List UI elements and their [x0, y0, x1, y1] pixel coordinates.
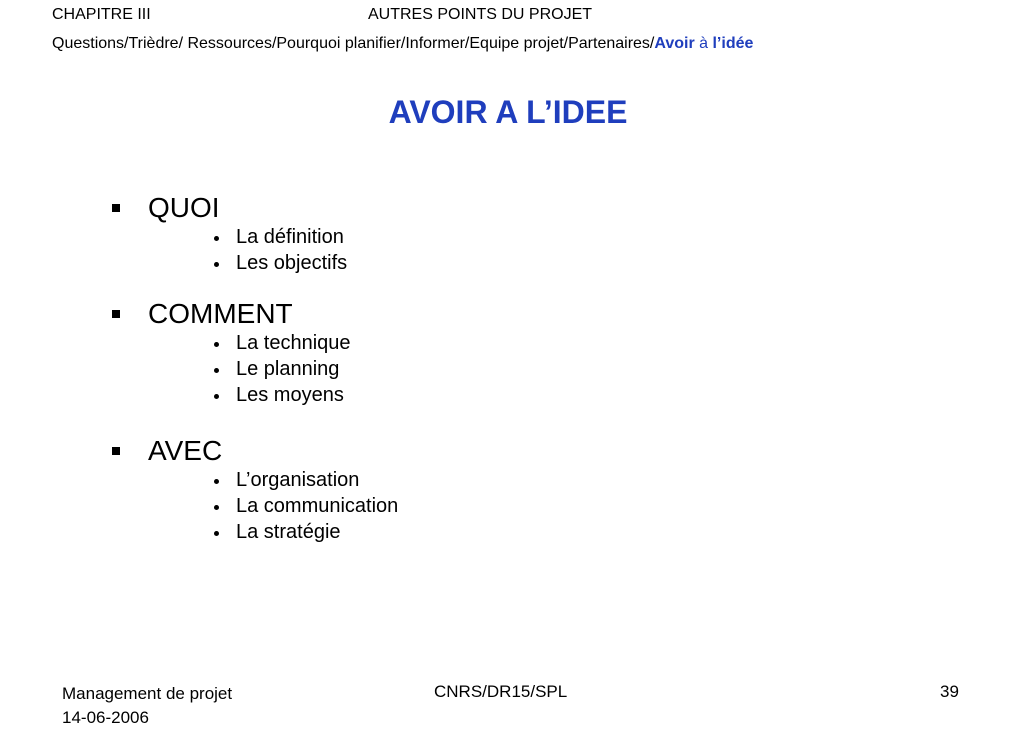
sub-list — [110, 467, 398, 545]
sub-list — [110, 330, 351, 408]
list-item-label: La technique — [236, 332, 351, 354]
list-item-label: La communication — [236, 495, 399, 517]
footer-left — [62, 682, 232, 730]
dot-bullet-icon — [214, 505, 219, 510]
list-item-label: L’organisation — [236, 469, 360, 491]
section-heading — [110, 192, 347, 224]
dot-bullet-icon — [214, 479, 219, 484]
list-item — [110, 330, 351, 356]
section-heading-label: COMMENT — [148, 298, 293, 329]
dot-bullet-icon — [214, 262, 219, 267]
list-item — [110, 493, 398, 519]
section-heading — [110, 435, 398, 467]
list-item-label: Le planning — [236, 358, 340, 380]
dot-bullet-icon — [214, 342, 219, 347]
footer-date: 14-06-2006 — [62, 708, 149, 727]
breadcrumb-active-a: à — [694, 35, 713, 52]
list-item — [110, 224, 347, 250]
list-item-label: Les objectifs — [236, 252, 348, 274]
section-heading-label: QUOI — [148, 192, 220, 223]
list-item — [110, 382, 351, 408]
slide-title: AVOIR A L’IDEE — [388, 94, 628, 130]
section-heading — [110, 298, 351, 330]
section-comment — [110, 298, 351, 408]
square-bullet-icon — [112, 447, 120, 455]
page-number: 39 — [940, 682, 959, 701]
square-bullet-icon — [112, 310, 120, 318]
square-bullet-icon — [112, 204, 120, 212]
list-item-label: Les moyens — [236, 384, 344, 406]
section-quoi — [110, 192, 347, 276]
section-heading-label: AVEC — [148, 435, 223, 466]
breadcrumb-active-avoir: Avoir — [654, 35, 695, 52]
breadcrumb — [52, 35, 753, 53]
list-item-label: La stratégie — [236, 521, 341, 543]
footer-course: Management de projet — [62, 684, 233, 703]
dot-bullet-icon — [214, 368, 219, 373]
dot-bullet-icon — [214, 394, 219, 399]
chapter-label: CHAPITRE III — [52, 6, 151, 23]
sub-list — [110, 224, 347, 276]
list-item — [110, 519, 398, 545]
header-title: AUTRES POINTS DU PROJET — [368, 6, 593, 23]
footer-org: CNRS/DR15/SPL — [434, 682, 568, 701]
list-item-label: La définition — [236, 226, 344, 248]
dot-bullet-icon — [214, 236, 219, 241]
list-item — [110, 467, 398, 493]
dot-bullet-icon — [214, 531, 219, 536]
breadcrumb-active-idee: l’idée — [712, 35, 754, 52]
list-item — [110, 356, 351, 382]
breadcrumb-path: Questions/Trièdre/ Ressources/Pourquoi planifier/Informer/Equipe projet/Partenaires/ — [52, 35, 655, 52]
section-avec — [110, 435, 398, 545]
list-item — [110, 250, 347, 276]
